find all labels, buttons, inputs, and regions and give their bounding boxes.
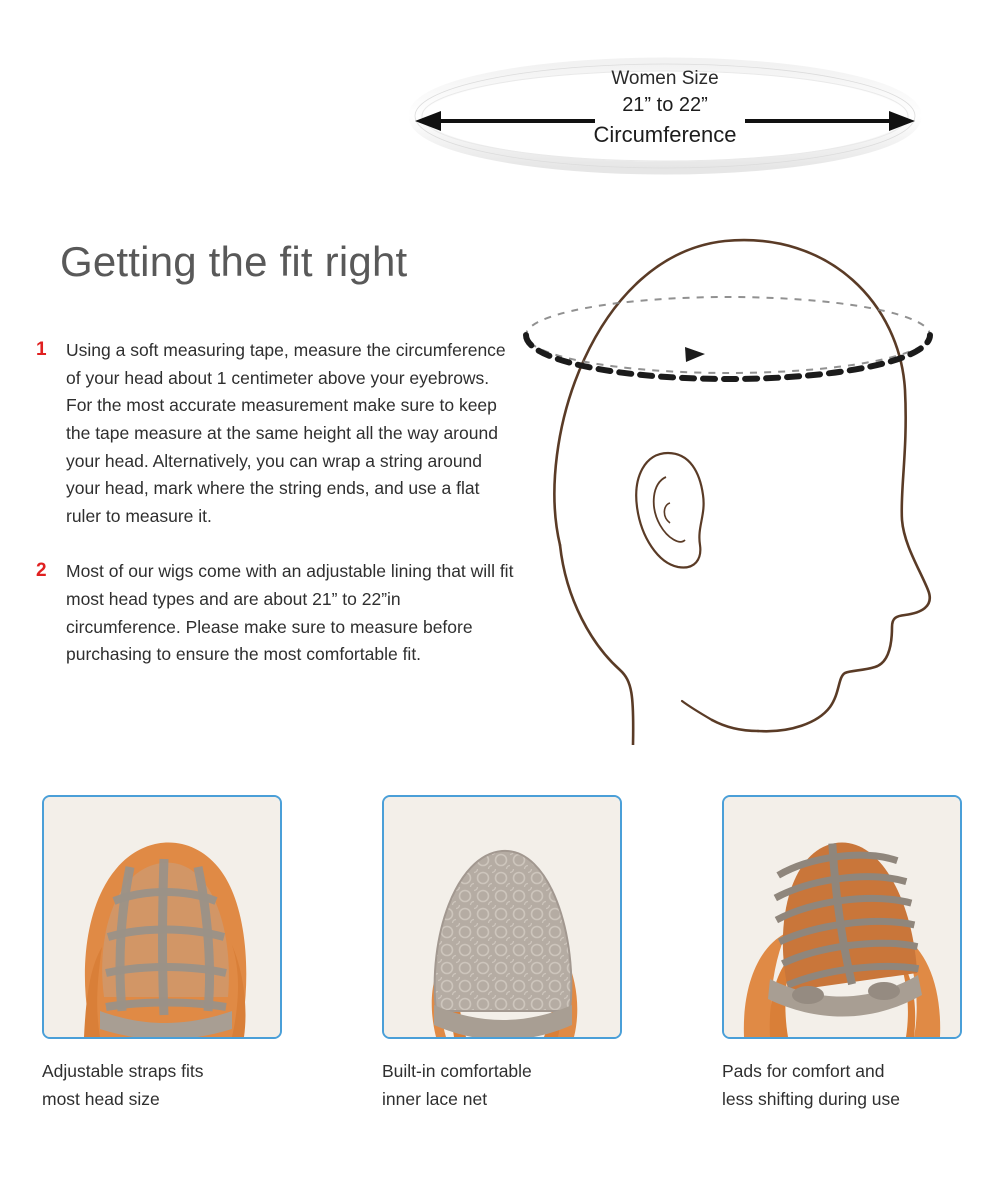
caption-line-1: Pads for comfort and — [722, 1061, 885, 1081]
card-adjustable-straps — [42, 795, 278, 1113]
step-text: Most of our wigs come with an adjustable lining that will fit most head types and are about 21” to 22”in circumference. Please make sure to measure before purchasing to ensure the most comfortable fit. — [66, 561, 514, 665]
step-number: 1 — [36, 339, 47, 360]
caption-line-2: inner lace net — [382, 1089, 488, 1109]
band-range: 21” to 22” — [622, 93, 708, 116]
step-text: Using a soft measuring tape, measure the circumference of your head about 1 centimeter above your eyebrows. For the most accurate measurement make sure to keep the tape measure at the same height all the way around your head. Alternatively, you can wrap a string around your head, mark where the string ends, and use a flat ruler to measure it. — [66, 340, 506, 526]
wig-cap-photo — [382, 795, 622, 1039]
wig-cap-lace-illustration — [384, 797, 620, 1037]
band-title: Women Size — [611, 68, 719, 89]
head-outline-drawing — [500, 215, 970, 745]
caption-line-1: Adjustable straps fits — [42, 1061, 204, 1081]
caption-line-2: most head size — [42, 1089, 160, 1109]
wig-cap-photo — [42, 795, 282, 1039]
instruction-steps — [28, 337, 518, 697]
head-circumference-band — [405, 55, 925, 180]
caption-line-2: less shifting during use — [722, 1089, 901, 1109]
card-caption — [722, 1057, 958, 1113]
band-text-block — [405, 55, 925, 148]
band-circumference-label: Circumference — [593, 121, 737, 147]
list-item — [28, 558, 518, 669]
card-caption — [382, 1057, 618, 1113]
wig-cap-pads-illustration — [724, 797, 960, 1037]
feature-cards — [0, 795, 1000, 1113]
wig-cap-photo — [722, 795, 962, 1039]
head-profile-illustration — [500, 215, 970, 745]
step-number: 2 — [36, 560, 47, 582]
page-title: Getting the fit right — [60, 238, 408, 285]
caption-line-1: Built-in comfortable — [382, 1061, 532, 1081]
wig-cap-straps-illustration — [44, 797, 280, 1037]
card-inner-lace-net — [382, 795, 618, 1113]
card-caption — [42, 1057, 278, 1113]
list-item — [28, 337, 518, 530]
card-comfort-pads — [722, 795, 958, 1113]
